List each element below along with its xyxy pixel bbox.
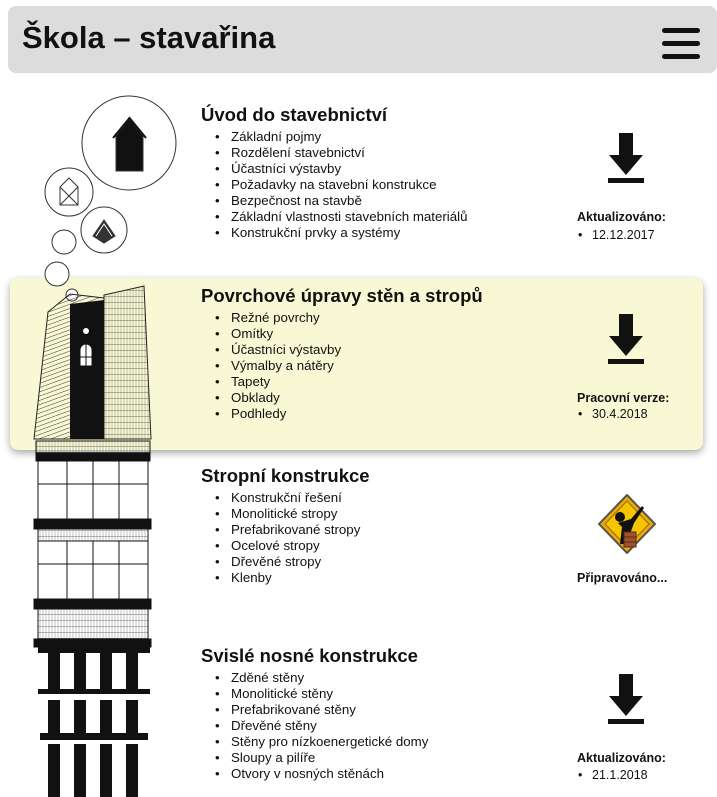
list-item[interactable]: • Omítky — [215, 326, 701, 342]
page-title: Škola – stavařina — [22, 20, 276, 55]
list-item[interactable]: • Základní pojmy — [215, 129, 701, 145]
list-item[interactable]: • Monolitické stěny — [215, 686, 701, 702]
list-item[interactable]: • Klenby — [215, 570, 701, 586]
list-item[interactable]: • Zděné stěny — [215, 670, 701, 686]
list-item[interactable]: • Ocelové stropy — [215, 538, 701, 554]
list-item[interactable]: • Požadavky na stavební konstrukce — [215, 177, 701, 193]
list-item[interactable]: • Podhledy — [215, 406, 701, 422]
list-item[interactable]: • Tapety — [215, 374, 701, 390]
list-item[interactable]: • Monolitické stropy — [215, 506, 701, 522]
list-item[interactable]: • Rozdělení stavebnictví — [215, 145, 701, 161]
status-label: Pracovní verze: — [577, 391, 670, 405]
status-label: Aktualizováno: — [577, 751, 666, 765]
tower-columns — [38, 647, 150, 797]
list-item[interactable]: • Obklady — [215, 390, 701, 406]
list-item[interactable]: • Režné povrchy — [215, 310, 701, 326]
thought-bubbles — [45, 96, 176, 314]
list-item[interactable]: • Základní vlastnosti stavebních materiálů — [215, 209, 701, 225]
list-item[interactable]: • Dřevěné stropy — [215, 554, 701, 570]
status-date: • 21.1.2018 — [592, 767, 648, 783]
tower-top — [34, 286, 151, 439]
list-item[interactable]: • Účastníci výstavby — [215, 161, 701, 177]
download-icon[interactable] — [606, 674, 646, 724]
hamburger-menu-icon[interactable] — [662, 26, 700, 62]
under-construction-icon — [598, 494, 656, 554]
download-icon[interactable] — [606, 133, 646, 183]
list-item[interactable]: • Bezpečnost na stavbě — [215, 193, 701, 209]
list-item[interactable]: • Konstrukční prvky a systémy — [215, 225, 701, 241]
app-header — [8, 6, 717, 73]
list-item[interactable]: • Konstrukční řešení — [215, 490, 701, 506]
list-item[interactable]: • Účastníci výstavby — [215, 342, 701, 358]
list-item[interactable]: • Sloupy a pilíře — [215, 750, 701, 766]
list-item[interactable]: • Otvory v nosných stěnách — [215, 766, 701, 782]
list-item[interactable]: • Prefabrikované stěny — [215, 702, 701, 718]
status-date: • 30.4.2018 — [592, 406, 648, 422]
section-title[interactable]: Stropní konstrukce — [201, 465, 370, 486]
building-illustration-icon — [0, 74, 190, 797]
section-title[interactable]: Svislé nosné konstrukce — [201, 645, 418, 666]
list-item[interactable]: • Prefabrikované stropy — [215, 522, 701, 538]
download-icon[interactable] — [606, 314, 646, 364]
section-title[interactable]: Úvod do stavebnictví — [201, 104, 388, 125]
section-title[interactable]: Povrchové úpravy stěn a stropů — [201, 285, 483, 306]
status-label: Aktualizováno: — [577, 210, 666, 224]
status-date: • 12.12.2017 — [592, 227, 655, 243]
tower-floors — [34, 441, 151, 647]
list-item[interactable]: • Stěny pro nízkoenergetické domy — [215, 734, 701, 750]
list-item[interactable]: • Dřevěné stěny — [215, 718, 701, 734]
list-item[interactable]: • Výmalby a nátěry — [215, 358, 701, 374]
status-label: Připravováno... — [577, 571, 668, 585]
